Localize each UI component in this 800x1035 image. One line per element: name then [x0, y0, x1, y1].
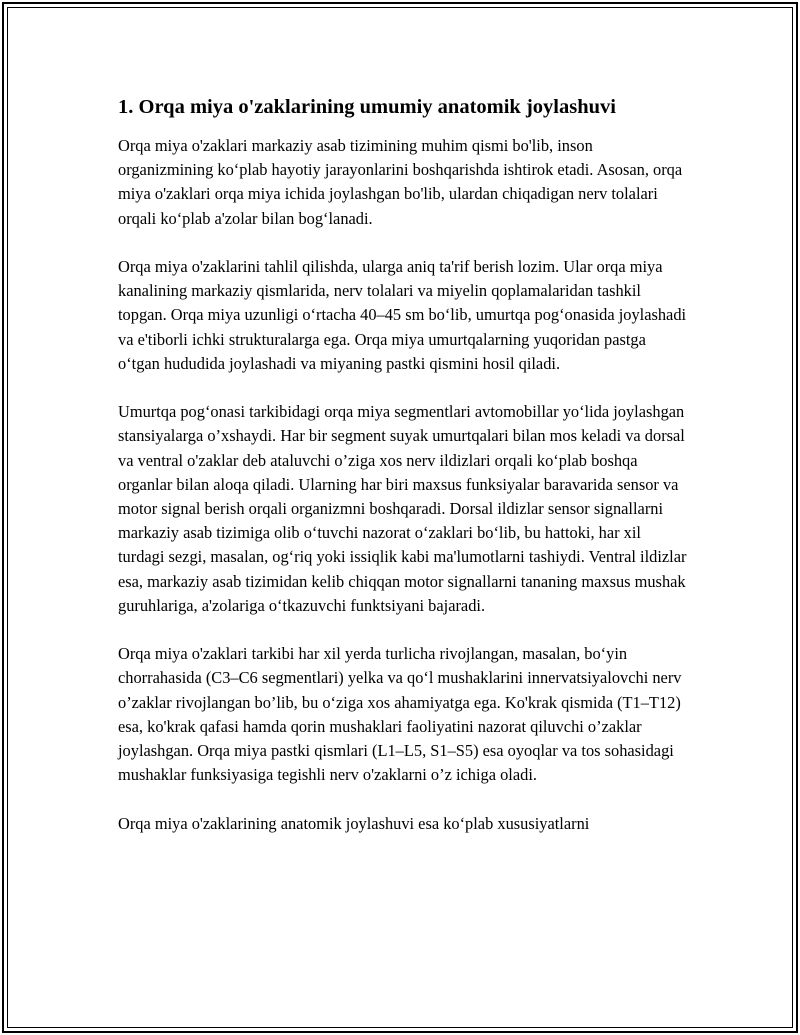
paragraph-3: Umurtqa pog‘onasi tarkibidagi orqa miya segmentlari avtomobillar yo‘lida joylashgan stansiyalarga o’xshaydi. Har bir segment suyak umurtqalari bilan mos keladi va dorsal va ventral o'zaklar deb ataluvchi o’ziga xos nerv ildizlari orqali ko‘plab boshqa organlar bilan aloqa qiladi. Ularning har biri maxsus funksiyalar baravarida sensor va motor signal berish orqali organizmni boshqaradi. Dorsal ildizlar sensor signallarni markaziy asab tizimiga olib o‘tuvchi nazorat o‘zaklari bo‘lib, bu hattoki, har xil turdagi sezgi, masalan, og‘riq yoki issiqlik kabi ma'lumotlarni tashiydi. Ventral ildizlar esa, markaziy asab tizimidan kelib chiqqan motor signallarni tananing maxsus mushak guruhlariga, a'zolariga o‘tkazuvchi funktsiyani bajaradi. [118, 402, 687, 615]
section-heading: 1. Orqa miya o'zaklarining umumiy anatomik joylashuvi [118, 96, 616, 118]
document-body [118, 92, 688, 860]
paragraph-4: Orqa miya o'zaklari tarkibi har xil yerda turlicha rivojlangan, masalan, bo‘yin chorrahasida (C3–C6 segmentlari) yelka va qo‘l mushaklarini innervatsiyalovchi nerv o’zaklar rivojlangan bo’lib, bu o‘ziga xos ahamiyatga ega. Ko'krak qismida (T1–T12) esa, ko'krak qafasi hamda qorin mushaklari faoliyatini nazorat qiluvchi o’zaklar joylashgan. Orqa miya pastki qismlari (L1–L5, S1–S5) esa oyoqlar va tos sohasidagi mushaklar funksiyasiga tegishli nerv o'zaklarni o’z ichiga oladi. [118, 644, 682, 785]
paragraph-1: Orqa miya o'zaklari markaziy asab tizimining muhim qismi bo'lib, inson organizmining ko‘plab hayotiy jarayonlarini boshqarishda ishtirok etadi. Asosan, orqa miya o'zaklari orqa miya ichida joylashgan bo'lib, ulardan chiqadigan nerv tolalari orqali ko‘plab a'zolar bilan bog‘lanadi. [118, 136, 683, 228]
paragraph-2: Orqa miya o'zaklarini tahlil qilishda, ularga aniq ta'rif berish lozim. Ular orqa miya kanalining markaziy qismlarida, nerv tolalari va miyelin qoplamalaridan tashkil topgan. Orqa miya uzunligi o‘rtacha 40–45 sm bo‘lib, umurtqa pog‘onasida joylashadi va e'tiborli ichki strukturalarga ega. Orqa miya umurtqalarning yuqoridan pastga o‘tgan hududida joylashadi va miyaning pastki qismini hosil qiladi. [118, 257, 687, 373]
paragraph-5: Orqa miya o'zaklarining anatomik joylashuvi esa ko‘plab xususiyatlarni [118, 813, 590, 833]
